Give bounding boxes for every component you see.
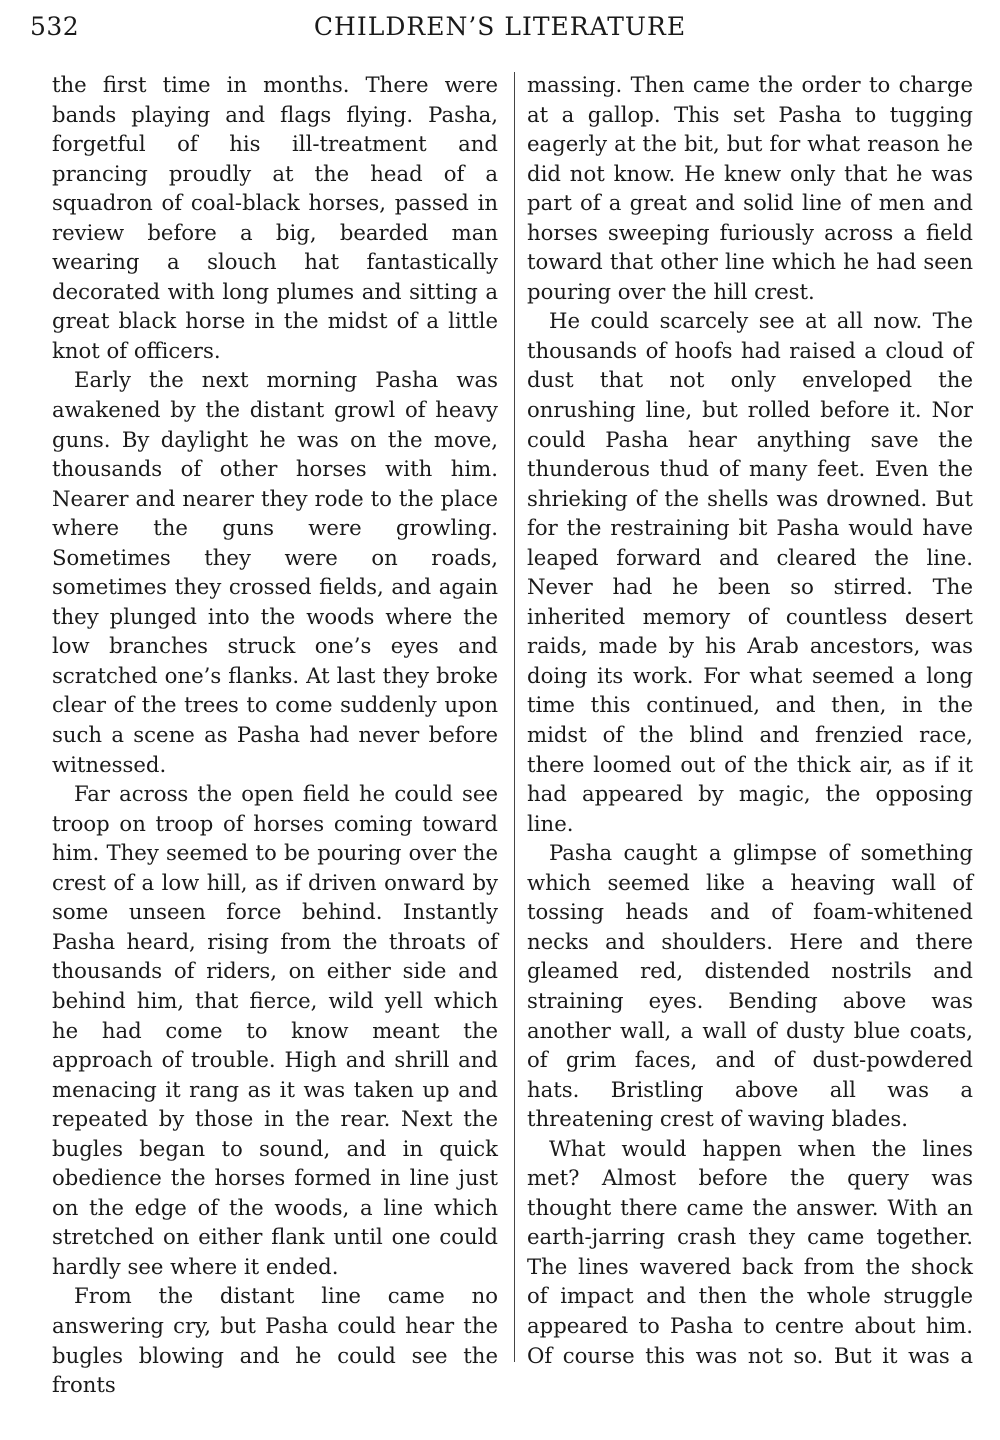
paragraph: Pasha caught a glimpse of something which seemed like a heaving wall of tossing heads and of foam-whitened necks and shoulders. Here and there gleamed red, distended nostrils and straining eyes. Bending above was another wall, a wall of dusty blue coats, of grim faces, and of dust-powdered hats. Bristling above all was a threatening crest of waving blades.: [527, 840, 973, 1132]
page-number: 532: [30, 12, 80, 41]
page-header: [0, 6, 1000, 46]
paragraph: the first time in months. There were bands playing and flags flying. Pasha, forgetful of his ill-treatment and prancing proudly at the head of a squadron of coal-black horses, passed in review before a big, bearded man wearing a slouch hat fantastically decorated with long plumes and sitting a great black horse in the midst of a little knot of officers.: [52, 72, 498, 363]
paragraph: Early the next morning Pasha was awakened by the distant growl of heavy guns. By daylight he was on the move, thousands of other horses with him. Nearer and nearer they rode to the place where the guns were growling. Sometimes they were on roads, sometimes they crossed fields, and again they plunged into the woods where the low branches struck one’s eyes and scratched one’s flanks. At last they broke clear of the trees to come suddenly upon such a scene as Pasha had never before witnessed.: [52, 367, 498, 777]
right-column: [527, 70, 973, 1370]
running-head: CHILDREN’S LITERATURE: [313, 12, 687, 41]
paragraph: What would happen when the lines met? Almost before the query was thought there came the answer. With an earth-jarring crash they came together. The lines wavered back from the shock of impact and then the whole struggle appeared to Pasha to centre about him. Of course this was not so. But it was a: [527, 1135, 973, 1368]
paragraph: massing. Then came the order to charge at a gallop. This set Pasha to tugging eagerly at the bit, but for what reason he did not know. He knew only that he was part of a great and solid line of men and horses sweeping furiously across a field toward that other line which he had seen pouring over the hill crest.: [527, 72, 973, 304]
paragraph: From the distant line came no answering cry, but Pasha could hear the bugles blowing and he could see the fronts: [52, 1283, 498, 1398]
column-divider: [514, 72, 515, 1362]
left-column: [52, 70, 498, 1400]
paragraph: He could scarcely see at all now. The thousands of hoofs had raised a cloud of dust that not only enveloped the onrushing line, but rolled before it. Nor could Pasha hear anything save the thunderous thud of many feet. Even the shrieking of the shells was drowned. But for the restraining bit Pasha would have leaped forward and cleared the line. Never had he been so stirred. The inherited memory of countless desert raids, made by his Arab ancestors, was doing its work. For what seemed a long time this continued, and then, in the midst of the blind and frenzied race, there loomed out of the thick air, as if it had appeared by magic, the opposing line.: [527, 308, 973, 836]
paragraph: Far across the open field he could see troop on troop of horses coming toward him. They seemed to be pouring over the crest of a low hill, as if driven onward by some unseen force behind. Instantly Pasha heard, rising from the throats of thousands of riders, on either side and behind him, that fierce, wild yell which he had come to know meant the approach of trouble. High and shrill and menacing it rang as it was taken up and repeated by those in the rear. Next the bugles began to sound, and in quick obedience the horses formed in line just on the edge of the woods, a line which stretched on either flank until one could hardly see where it ended.: [52, 781, 498, 1279]
